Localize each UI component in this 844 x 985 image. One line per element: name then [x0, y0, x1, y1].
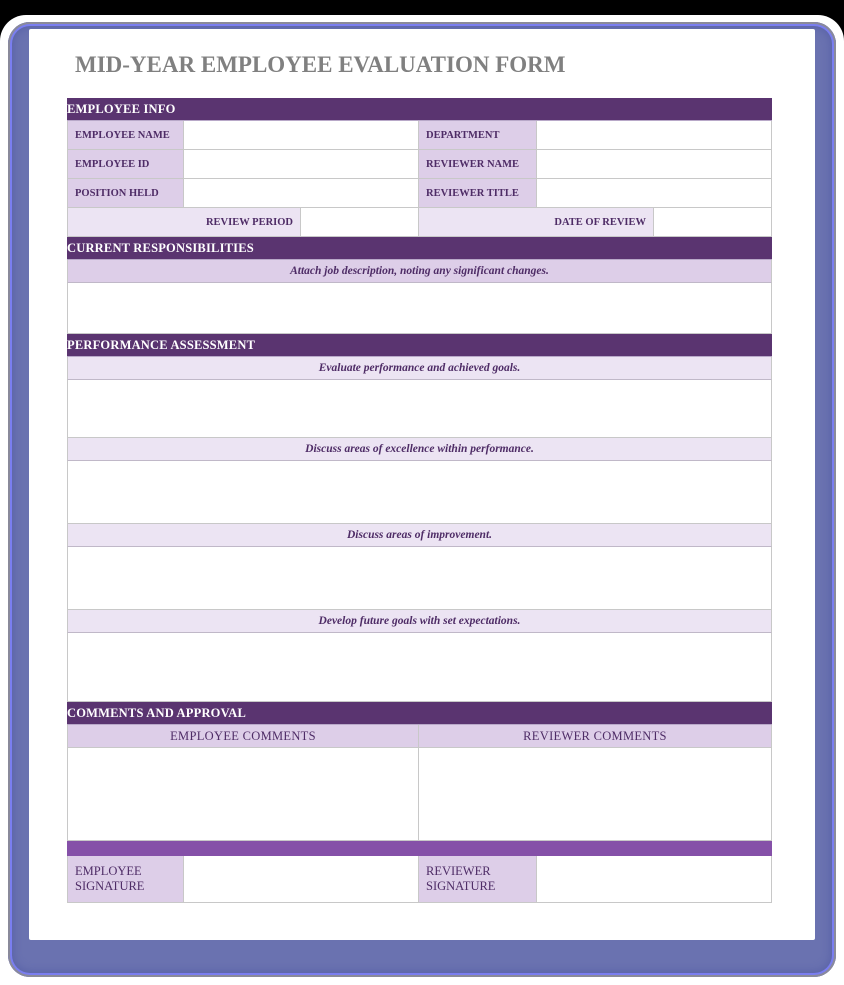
performance-prompt-goals: Evaluate performance and achieved goals.	[67, 357, 772, 380]
reviewer-title-field[interactable]	[537, 179, 772, 208]
performance-excellence-field[interactable]	[67, 461, 772, 524]
employee-id-label: EMPLOYEE ID	[67, 150, 184, 179]
signature-divider-band	[67, 841, 772, 856]
section-header-employee-info: EMPLOYEE INFO	[67, 98, 772, 121]
performance-prompt-excellence: Discuss areas of excellence within performance.	[67, 438, 772, 461]
review-period-label: REVIEW PERIOD	[67, 208, 301, 237]
date-of-review-label: DATE OF REVIEW	[419, 208, 654, 237]
performance-prompt-improvement: Discuss areas of improvement.	[67, 524, 772, 547]
info-row	[67, 179, 772, 208]
reviewer-name-label: REVIEWER NAME	[419, 150, 537, 179]
performance-improvement-field[interactable]	[67, 547, 772, 610]
form-title: MID-YEAR EMPLOYEE EVALUATION FORM	[75, 52, 566, 77]
reviewer-title-label: REVIEWER TITLE	[419, 179, 537, 208]
reviewer-name-field[interactable]	[537, 150, 772, 179]
employee-comments-label: EMPLOYEE COMMENTS	[67, 725, 419, 748]
comments-body-row	[67, 748, 772, 841]
reviewer-signature-field[interactable]	[537, 856, 772, 903]
performance-prompt-future-goals: Develop future goals with set expectations.	[67, 610, 772, 633]
employee-id-field[interactable]	[184, 150, 419, 179]
employee-signature-label-line2: SIGNATURE	[75, 879, 145, 893]
info-row	[67, 121, 772, 150]
reviewer-comments-field[interactable]	[419, 748, 772, 841]
employee-signature-label	[67, 856, 184, 903]
review-period-field[interactable]	[301, 208, 419, 237]
employee-signature-label-line1: EMPLOYEE	[75, 864, 142, 878]
comments-header-row	[67, 725, 772, 748]
section-header-performance-assessment: PERFORMANCE ASSESSMENT	[67, 334, 772, 357]
department-field[interactable]	[537, 121, 772, 150]
reviewer-signature-label	[419, 856, 537, 903]
performance-goals-field[interactable]	[67, 380, 772, 438]
evaluation-form	[67, 98, 772, 903]
date-of-review-field[interactable]	[654, 208, 772, 237]
department-label: DEPARTMENT	[419, 121, 537, 150]
employee-name-label: EMPLOYEE NAME	[67, 121, 184, 150]
section-header-comments-approval: COMMENTS AND APPROVAL	[67, 702, 772, 725]
info-row-dates	[67, 208, 772, 237]
reviewer-comments-label: REVIEWER COMMENTS	[419, 725, 772, 748]
position-held-field[interactable]	[184, 179, 419, 208]
employee-signature-field[interactable]	[184, 856, 419, 903]
performance-future-goals-field[interactable]	[67, 633, 772, 702]
employee-name-field[interactable]	[184, 121, 419, 150]
position-held-label: POSITION HELD	[67, 179, 184, 208]
reviewer-signature-label-line1: REVIEWER	[426, 864, 491, 878]
reviewer-signature-label-line2: SIGNATURE	[426, 879, 496, 893]
responsibilities-field[interactable]	[67, 283, 772, 334]
responsibilities-prompt: Attach job description, noting any significant changes.	[67, 260, 772, 283]
signature-row	[67, 856, 772, 903]
info-row	[67, 150, 772, 179]
employee-comments-field[interactable]	[67, 748, 419, 841]
section-header-current-responsibilities: CURRENT RESPONSIBILITIES	[67, 237, 772, 260]
